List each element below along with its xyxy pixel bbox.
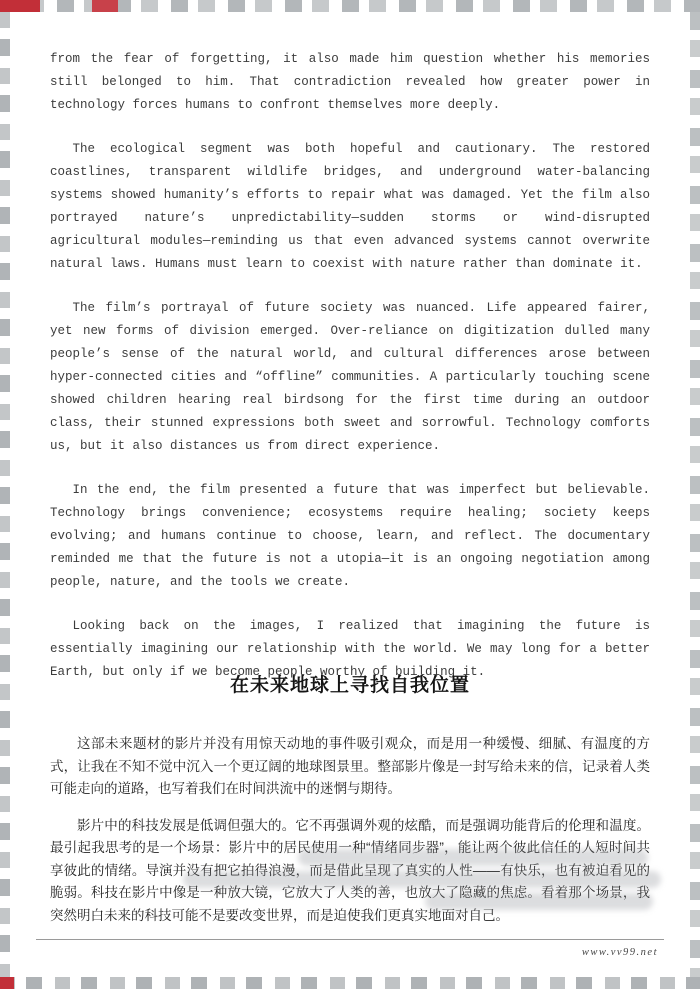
chinese-essay-section xyxy=(50,670,650,941)
bottom-edge-stripe xyxy=(0,977,700,989)
bottom-left-red-mark xyxy=(0,977,14,989)
site-url: www.vv99.net xyxy=(581,947,658,958)
english-paragraph: Looking back on the images, I realized that imagining the future is essentially imagining our relationship with the world. We may long for a better Earth, but only if we become people worthy of building it. xyxy=(50,619,650,679)
english-paragraph: The ecological segment was both hopeful and cautionary. The restored coastlines, transparent wildlife bridges, and underground water-balancing systems showed humanity’s efforts to repair what was damaged. Yet the film also portrayed nature’s unpredictability—sudden storms or wind-disrupted agricultural modules—reminding us that even advanced systems cannot overwrite natural laws. Humans must learn to coexist with nature rather than dominate it. xyxy=(50,142,650,271)
essay-title: 在未来地球上寻找自我位置 xyxy=(229,675,470,696)
top-red-dash-mark xyxy=(92,0,118,12)
left-edge-stripe xyxy=(0,12,10,977)
english-paragraph: The film’s portrayal of future society was nuanced. Life appeared fairer, yet new forms of division emerged. Over-reliance on digitization dulled many people’s sense of the natural world, and cultural differences arose between hyper-connected cities and “offline” communities. A particularly touching scene showed children hearing real birdsong for the first time during an outdoor class, their stunned expressions both sweet and sorrowful. Technology comforts us, but it also distances us from direct experience. xyxy=(50,301,650,453)
top-left-red-mark xyxy=(0,0,40,12)
essay-paragraph: 这部未来题材的影片并没有用惊天动地的事件吸引观众，而是用一种缓慢、细腻、有温度的方式，让我在不知不觉中沉入一个更辽阔的地球图景里。整部影片像是一封写给未来的信，记录着人类可能走向的道路，也写着我们在时间洪流中的迷惘与期待。 xyxy=(50,736,650,796)
english-review-section xyxy=(50,48,650,705)
english-paragraph: from the fear of forgetting, it also made him question whether his memories still belonged to him. That contradiction revealed how greater power in technology forces humans to confront themselves more deeply. xyxy=(50,52,650,112)
footer-divider-rule xyxy=(36,939,664,940)
english-paragraph: In the end, the film presented a future that was imperfect but believable. Technology brings convenience; ecosystems require healing; society keeps evolving; and humans continue to choose, learn, and reflect. The documentary reminded me that the future is not a utopia—it is an ongoing negotiation among people, nature, and the tools we create. xyxy=(50,483,650,589)
right-edge-stripe xyxy=(690,12,700,977)
essay-paragraph: 影片中的科技发展是低调但强大的。它不再强调外观的炫酷，而是强调功能背后的伦理和温度。最引起我思考的是一个场景：影片中的居民使用一种“情绪同步器”，能让两个彼此信任的人短时间共享彼此的情绪。导演并没有把它拍得浪漫，而是借此呈现了真实的人性——有快乐，也有被迫看见的脆弱。科技在影片中像是一种放大镜，它放大了人类的善，也放大了隐藏的焦虑。看着那个场景，我突然明白未来的科技可能不是要改变世界，而是迫使我们更真实地面对自己。 xyxy=(50,817,650,923)
